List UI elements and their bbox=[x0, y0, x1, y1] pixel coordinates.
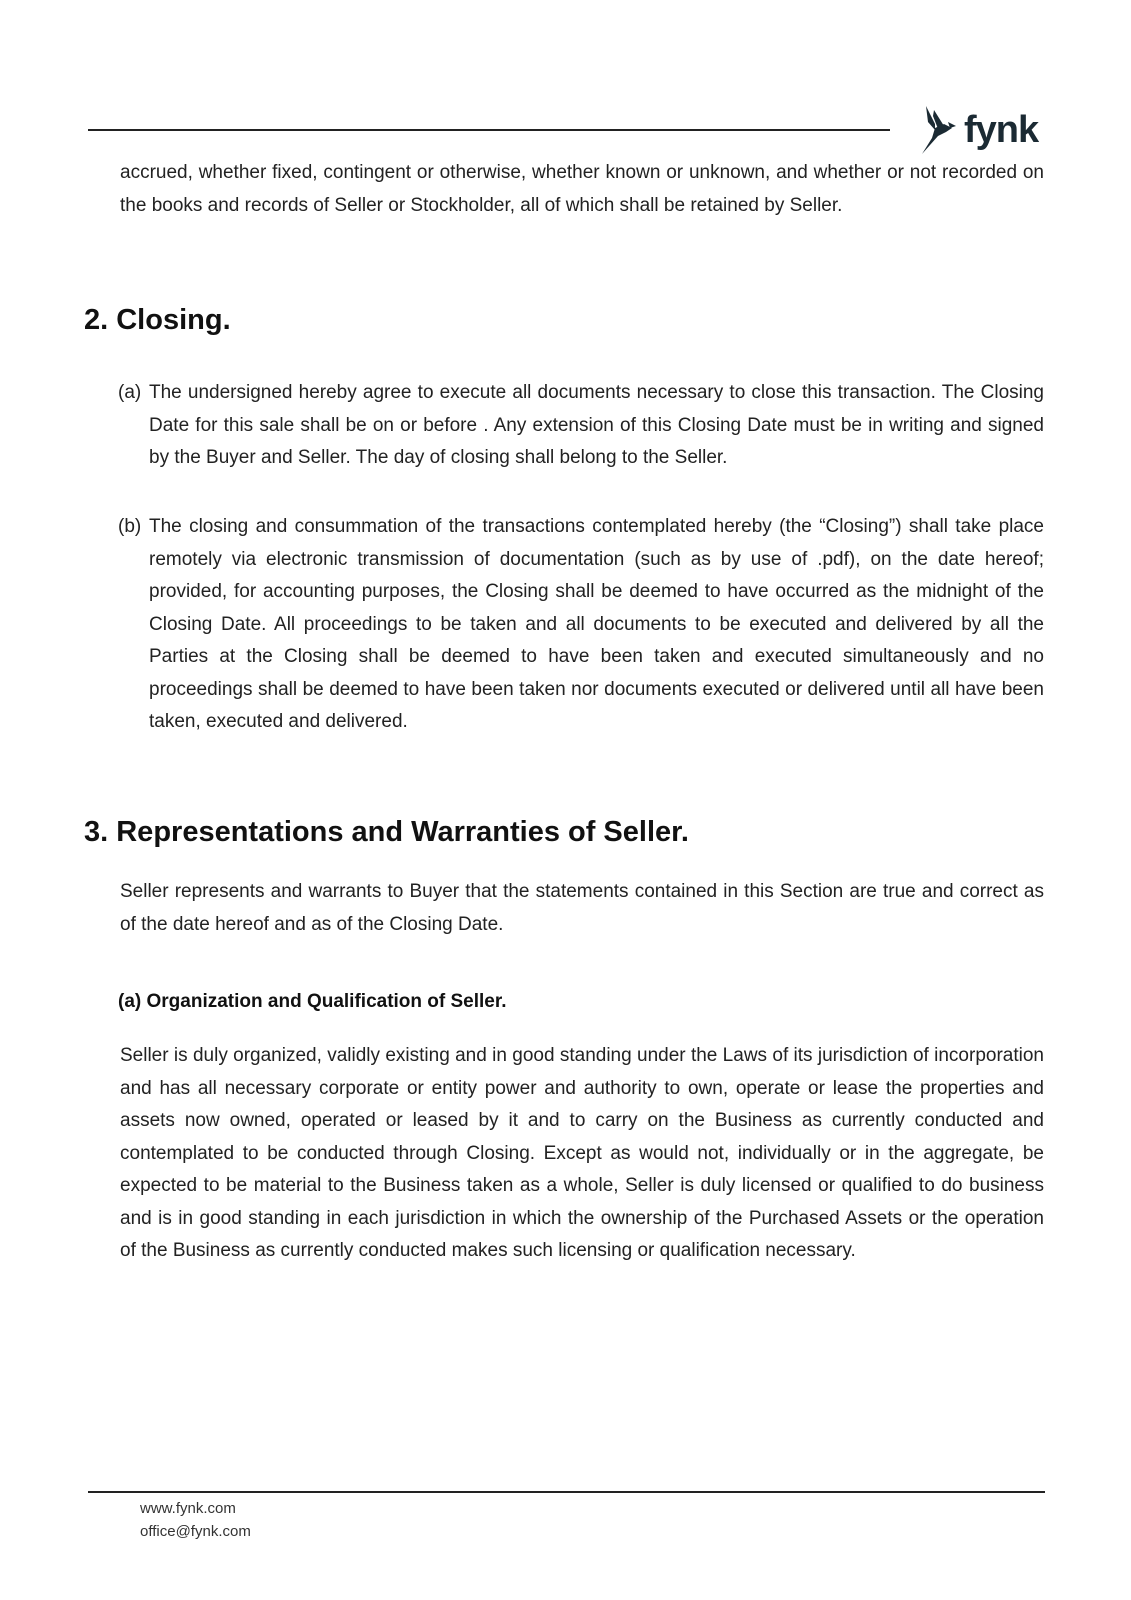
section-2-heading: 2. Closing. bbox=[84, 304, 231, 336]
subsection-heading: (a) Organization and Qualification of Seller. bbox=[118, 991, 507, 1012]
footer-email[interactable]: office@fynk.com bbox=[140, 1523, 251, 1540]
fynk-logo bbox=[918, 102, 1050, 158]
list-item bbox=[118, 377, 1044, 475]
list-item bbox=[118, 511, 1044, 739]
bird-icon bbox=[918, 104, 960, 156]
footer-rule bbox=[88, 1491, 1045, 1493]
section-3-intro: Seller represents and warrants to Buyer that the statements contained in this Section are true and correct as of the date hereof and as of the Closing Date. bbox=[120, 881, 1044, 935]
logo-text: fynk bbox=[964, 109, 1039, 151]
footer-website[interactable]: www.fynk.com bbox=[140, 1500, 236, 1517]
list-item-text: The closing and consummation of the transactions contemplated hereby (the “Closing”) shall take place remotely via electronic transmission of documentation (such as by use of .pdf), on the date hereof; provided, for accounting purposes, the Closing shall be deemed to have occurred as the midnight of the Closing Date. All proceedings to be taken and all documents to be executed and delivered by all the Parties at the Closing shall be deemed to have been taken and executed simultaneously and no proceedings shall be deemed to have been taken nor documents executed or delivered until all have been taken, executed and delivered. bbox=[149, 516, 1044, 732]
header-rule bbox=[88, 129, 890, 131]
list-item-text: The undersigned hereby agree to execute all documents necessary to close this transaction. The Closing Date for this sale shall be on or before . Any extension of this Closing Date must be in writing and signed by the Buyer and Seller. The day of closing shall belong to the Seller. bbox=[149, 382, 1044, 468]
list-item-marker: (b) bbox=[118, 516, 142, 537]
list-item-marker: (a) bbox=[118, 382, 142, 403]
subsection-body: Seller is duly organized, validly existing and in good standing under the Laws of its jurisdiction of incorporation and has all necessary corporate or entity power and authority to own, operate or lease the properties and assets now owned, operated or leased by it and to carry on the Business as currently conducted and contemplated to be conducted through Closing. Except as would not, individually or in the aggregate, be expected to be material to the Business taken as a whole, Seller is duly licensed or qualified to do business and is in good standing in each jurisdiction in which the ownership of the Purchased Assets or the operation of the Business as currently conducted makes such licensing or qualification necessary. bbox=[120, 1045, 1044, 1261]
section-3-heading: 3. Representations and Warranties of Seller. bbox=[84, 816, 689, 848]
intro-paragraph: accrued, whether fixed, contingent or otherwise, whether known or unknown, and whether or not recorded on the books and records of Seller or Stockholder, all of which shall be retained by Seller. bbox=[120, 162, 1044, 216]
